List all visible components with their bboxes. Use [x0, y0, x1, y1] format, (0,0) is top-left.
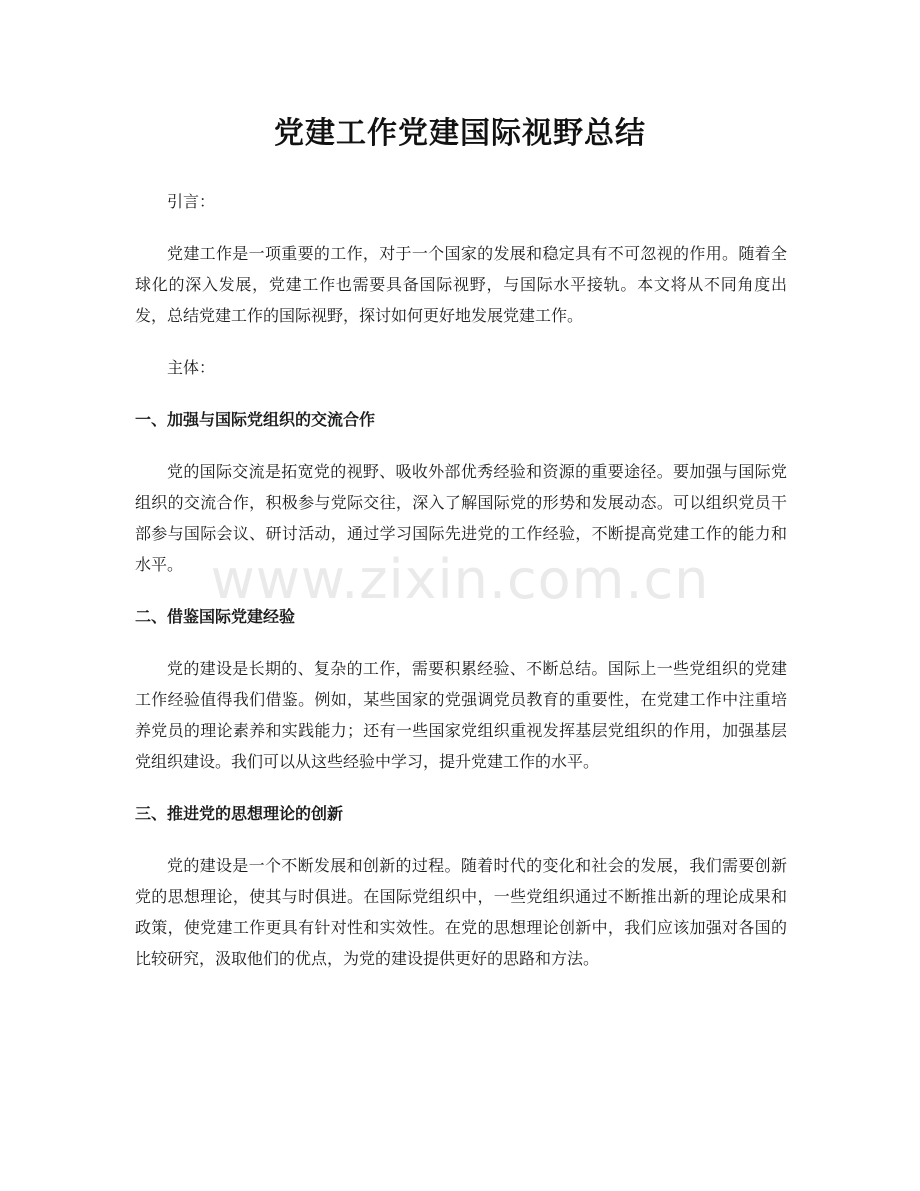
- section-3: [135, 798, 787, 974]
- section-heading: 二、借鉴国际党建经验: [135, 607, 296, 626]
- section-paragraph: 党的建设是一个不断发展和创新的过程。随着时代的变化和社会的发展，我们需要创新党的思想理论，使其与时俱进。在国际党组织中，一些党组织通过不断推出新的理论成果和政策，使党建工作更具有针对性和实效性。在党的思想理论创新中，我们应该加强对各国的比较研究，汲取他们的优点，为党的建设提供更好的思路和方法。: [135, 856, 787, 968]
- intro-paragraph: 党建工作是一项重要的工作，对于一个国家的发展和稳定具有不可忽视的作用。随着全球化的深入发展，党建工作也需要具备国际视野，与国际水平接轨。本文将从不同角度出发，总结党建工作的国际视野，探讨如何更好地发展党建工作。: [135, 244, 787, 325]
- document-body: [135, 186, 787, 995]
- section-2: [135, 601, 787, 777]
- main-label: 主体：: [167, 358, 216, 377]
- watermark: www.zixin.com.cn: [210, 548, 710, 611]
- section-paragraph: 党的国际交流是拓宽党的视野、吸收外部优秀经验和资源的重要途径。要加强与国际党组织的交流合作，积极参与党际交往，深入了解国际党的形势和发展动态。可以组织党员干部参与国际会议、研讨活动，通过学习国际先进党的工作经验，不断提高党建工作的能力和水平。: [135, 462, 787, 574]
- document-title: 党建工作党建国际视野总结: [274, 116, 646, 151]
- section-heading: 三、推进党的思想理论的创新: [135, 804, 344, 823]
- section-paragraph: 党的建设是长期的、复杂的工作，需要积累经验、不断总结。国际上一些党组织的党建工作经验值得我们借鉴。例如，某些国家的党强调党员教育的重要性，在党建工作中注重培养党员的理论素养和实践能力；还有一些国家党组织重视发挥基层党组织的作用，加强基层党组织建设。我们可以从这些经验中学习，提升党建工作的水平。: [135, 659, 787, 771]
- intro-label: 引言：: [167, 192, 216, 211]
- section-1: [135, 404, 787, 580]
- section-heading: 一、加强与国际党组织的交流合作: [135, 410, 376, 429]
